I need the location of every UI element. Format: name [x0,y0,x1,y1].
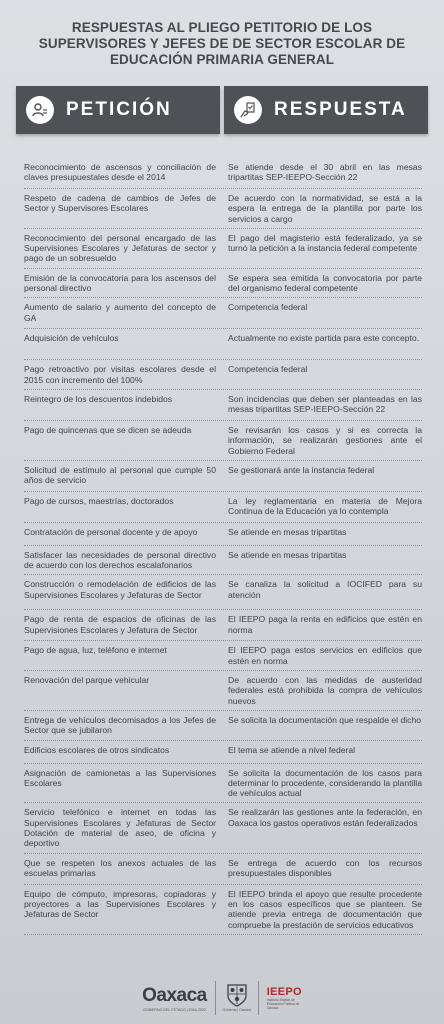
table-row [24,298,422,329]
peticion-cell: Respeto de cadena de cambios de Jefes de Sector y Supervisores Escolares [24,193,216,214]
person-document-icon [26,96,54,124]
table-row [24,641,422,671]
respuesta-cell: Se atiende en mesas tripartitas [228,526,347,537]
oaxaca-logo [142,985,207,1012]
title-line-2: SUPERVISORES Y JEFES DE DE SECTOR ESCOLAR DE [38,36,406,51]
brand-subtitle: GOBIERNO DEL ESTADO | 2016-2022 [143,1007,206,1012]
ieepo-name: IEEPO [266,986,302,998]
respuesta-cell: Se solicita la documentación que respalde el dicho [228,714,422,725]
footer-divider [215,981,216,1015]
hand-checklist-icon [234,96,262,124]
peticion-cell: Solicitud de estímulo al personal que cumple 50 años de servicio [24,464,216,486]
table-row [24,189,422,229]
respuesta-cell: El IEEPO paga estos servicios en edificios que estén en norma [228,645,422,666]
table-row [24,741,422,764]
peticion-cell: Satisfacer las necesidades de personal directivo de acuerdo con los derechos escalafonarios [24,549,216,571]
peticion-cell: Equipo de cómputo, impresoras, copiadoras y proyectores a las Supervisiones Escolares y Jefaturas de Sector [24,888,216,920]
respuesta-cell: Se realizarán las gestiones ante la federación, en Oaxaca los gastos operativos están federalizados [228,807,422,828]
table-row [24,546,422,576]
respuesta-cell: La ley reglamentaria en materia de Mejora Continua de la Educación ya lo contempla [228,495,422,517]
peticion-cell: Reconocimiento de ascensos y conciliación de claves presupuestales desde el 2014 [24,162,216,183]
peticion-cell: Contratación de personal docente y de apoyo [24,526,198,537]
table-row [24,421,422,461]
peticion-cell: Pago de renta de espacios de oficinas de las Supervisiones Escolares y Jefatura de Sector [24,614,216,635]
table-row [24,360,422,390]
footer-logos [0,972,444,1024]
peticion-cell: Pago retroactivo por visitas escolares desde el 2015 con incremento del 100% [24,364,216,385]
table-row [24,803,422,853]
brand-name: Oaxaca [142,984,207,1006]
respuesta-cell: De acuerdo con la normatividad, se está a la espera la entrega de la plantilla por parte los servicios a cargo [228,193,422,224]
page-title [30,20,414,68]
peticion-cell: Reconocimiento del personal encargado de las Supervisiones Escolares y Jefaturas de sector y pago de un sobresueldo [24,232,216,264]
peticion-cell: Pago de quincenas que se dicen se adeuda [24,424,192,435]
respuesta-cell: Competencia federal [228,364,308,375]
respuesta-cell: Competencia federal [228,302,308,313]
table-row [24,854,422,885]
respuesta-cell: Se revisarán los casos y si es correcta la información, se realizarán gestiones ante el Gobierno Federal [228,424,422,456]
peticion-cell: Aumento de salario y aumento del concepto de GA [24,302,216,323]
respuesta-cell: De acuerdo con las medidas de austeridad federales está prohibida la compra de vehículos nuevos [228,675,422,706]
respuesta-cell: Se solicita la documentación de los casos para determinar lo procedente, considerando la plantilla de vehículos actual [228,767,422,799]
respuesta-cell: El IEEPO paga la renta en edificios que estén en norma [228,614,422,635]
peticion-cell: Servicio telefónico e internet en todas las Supervisiones Escolares y Jefaturas de Sector Dotación de material de aseo, de oficina y deportivo [24,807,216,849]
state-seal-icon [224,983,250,1013]
respuesta-header-label: RESPUESTA [274,99,407,120]
respuesta-cell: Se atiende en mesas tripartitas [228,549,347,560]
peticion-header-label: PETICIÓN [66,99,172,120]
table-row [24,885,422,935]
peticion-cell: Emisión de la convocatoria para los ascensos del personal directivo [24,272,216,294]
peticion-cell: Que se respeten los anexos actuales de las escuelas primarias [24,857,216,878]
respuesta-cell: El tema se atiende a nivel federal [228,744,356,755]
respuesta-header [224,86,428,134]
peticion-cell: Reintegro de los descuentos indebidos [24,393,173,404]
peticion-cell: Edificios escolares de otros sindicatos [24,744,170,755]
table-row [24,269,422,299]
respuesta-cell: Se canaliza la solicitud a IOCIFED para su atención [228,579,422,600]
respuesta-cell: Se entrega de acuerdo con los recursos presupuestales disponibles [228,857,422,878]
table-row [24,461,422,492]
title-line-3: EDUCACIÓN PRIMARIA GENERAL [109,52,335,67]
peticion-cell: Pago de cursos, maestrías, doctorados [24,495,174,506]
peticion-header [16,86,220,134]
peticion-cell: Adquisición de vehículos [24,333,119,344]
peticion-cell: Asignación de camionetas a las Supervisiones Escolares [24,767,216,788]
peticion-cell: Entrega de vehículos decomisados a los Jefes de Sector que se jubilaron [24,714,216,736]
table-row [24,229,422,269]
respuesta-cell: Se espera sea emitida la convocatoria por parte del organismo federal competente [228,272,422,294]
table-row [24,158,422,189]
table-row [24,492,422,523]
title-line-1: RESPUESTAS AL PLIEGO PETITORIO DE LOS [71,20,373,35]
peticion-cell: Pago de agua, luz, teléfono e internet [24,645,167,656]
table-row [24,523,422,546]
respuesta-cell: Se gestionará ante la instancia federal [228,464,375,475]
table-header [16,86,428,134]
table-row [24,390,422,421]
table-row [24,764,422,804]
response-table [24,158,422,935]
respuesta-cell: El IEEPO brinda el apoyo que resulte procedente en los casos específicos que se planteen. Se atiende previa entrega de documentación que compruebe la prestación de servicios educativos [228,888,422,930]
respuesta-cell: Actualmente no existe partida para este concepto. [228,333,420,344]
seal-caption: Gobierno | Oaxaca [222,1008,251,1012]
respuesta-cell: Son incidencias que deben ser planteadas en las mesas tripartitas SEP-IEEPO-Sección 22 [228,393,422,415]
table-row [24,711,422,741]
peticion-cell: Construcción o remodelación de edificios de las Supervisiones Escolares y Jefaturas de Sector [24,579,216,600]
respuesta-cell: El pago del magisterio está federalizado, ya se turnó la petición a la instancia federal competente [228,232,422,254]
table-row [24,575,422,610]
table-row [24,329,422,360]
respuesta-cell: Se atiende desde el 30 abril en las mesas tripartitas SEP-IEEPO-Sección 22 [228,162,422,183]
ieepo-subtitle: Instituto Estatal de Educación Pública de Oaxaca [266,998,300,1010]
ieepo-logo [267,986,302,1010]
peticion-cell: Renovación del parque vehicular [24,675,150,686]
footer-divider [258,981,259,1015]
table-row [24,610,422,641]
table-row [24,671,422,711]
